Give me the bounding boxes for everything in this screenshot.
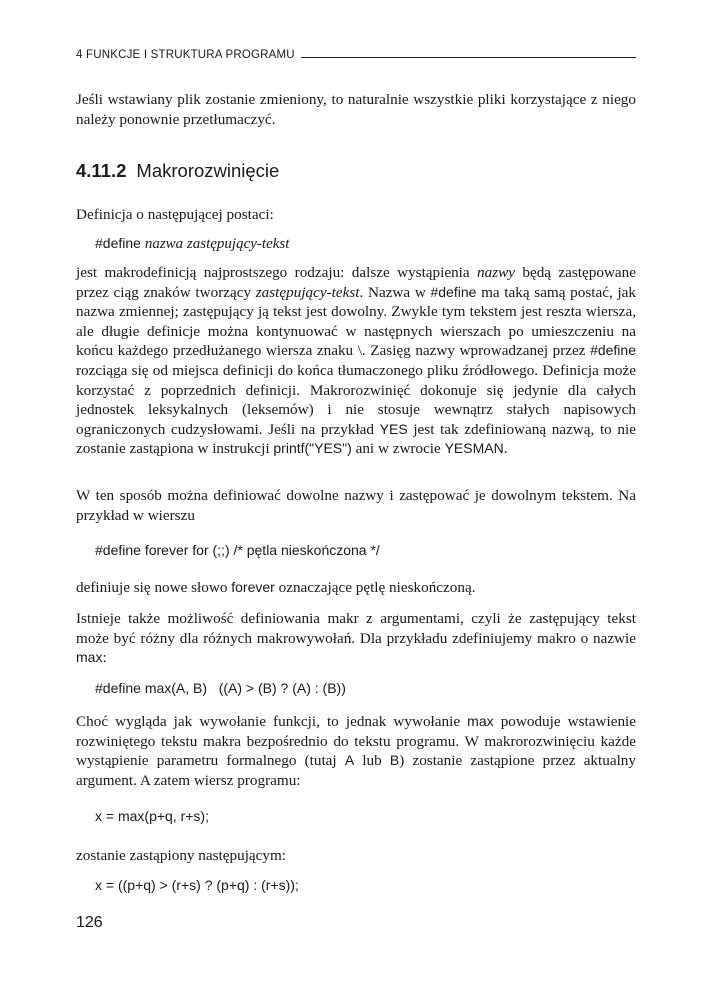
- text: :: [102, 649, 107, 667]
- paragraph-intro: Jeśli wstawiany plik zostanie zmieniony, to naturalnie wszystkie pliki korzystające z niego należy ponownie przetłumaczyć.: [76, 91, 636, 128]
- inline-code: #define: [590, 342, 636, 359]
- text: Choć wygląda jak wywołanie funkcji, to jednak wywołanie: [76, 713, 468, 730]
- text: .: [503, 440, 508, 458]
- text-italic: zastępujący-tekst: [255, 283, 360, 301]
- inline-code: max: [76, 649, 103, 666]
- text: jest tak zdefiniowaną nazwą, to nie zostanie zastąpiona w instrukcji: [76, 420, 636, 458]
- text: definiuje się nowe słowo: [76, 579, 232, 596]
- section-title: Makrorozwinięcie: [136, 160, 280, 181]
- paragraph-macro-definition: [76, 263, 636, 459]
- text: lub: [354, 752, 390, 770]
- inline-code: A: [344, 752, 355, 769]
- code-define-syntax: [95, 234, 289, 253]
- inline-code: forever: [231, 579, 275, 595]
- code-args: nazwa zastępujący-tekst: [144, 236, 290, 252]
- text: ma taką samą postać, jak nazwa zmiennej; zastępujący ją tekst jest dowolny. Zwykle tym tekstem jest reszta wiersza, ale długie definicje można kontynuować w następnych wierszach po umieszczeniu na końcu każdego przedłużanego wiersza znaku \. Zasięg nazwy wprowadzanej przez: [76, 283, 636, 360]
- text: ani w zwrocie: [351, 440, 445, 458]
- page-number: 126: [76, 914, 103, 931]
- inline-code: YES: [379, 420, 408, 437]
- inline-code: max: [467, 713, 494, 729]
- code-keyword: #define: [95, 235, 141, 251]
- running-head-text: 4 FUNKCJE I STRUKTURA PROGRAMU: [76, 49, 295, 61]
- code-max-define: #define max(A, B) ((A) > (B) ? (A) : (B)): [95, 680, 346, 696]
- paragraph-macro-arguments: [76, 609, 636, 668]
- inline-code: printf("YES"): [273, 440, 352, 457]
- text: będą zastępowane przez ciąg znaków tworzący: [76, 264, 636, 301]
- code-max-expanded: x = ((p+q) > (r+s) ? (p+q) : (r+s));: [95, 877, 299, 893]
- text-italic: nazwy: [477, 264, 515, 281]
- paragraph-forever: [76, 578, 636, 598]
- text: . Nazwa w: [359, 283, 431, 301]
- paragraph-definition-intro: Definicja o następującej postaci:: [76, 206, 274, 223]
- text: powoduje wstawienie rozwiniętego tekstu makra bezpośrednio do tekstu programu. W makrorozwinięciu każde wystąpienie parametru formalnego (tutaj: [76, 713, 637, 770]
- paragraph-replaced-with: zostanie zastąpiony następującym:: [76, 847, 287, 864]
- section-heading: [76, 160, 279, 182]
- section-number: 4.11.2: [76, 160, 127, 181]
- text: oznaczające pętlę nieskończoną.: [274, 579, 476, 596]
- running-head-rule: [301, 57, 636, 58]
- paragraph-max-expansion: [76, 712, 636, 790]
- code-max-call: x = max(p+q, r+s);: [95, 808, 209, 824]
- running-head: [76, 49, 636, 61]
- paragraph-arbitrary-names: W ten sposób można definiować dowolne nazwy i zastępować je dowolnym tekstem. Na przykład w wierszu: [76, 487, 636, 524]
- text: Istnieje także możliwość definiowania makr z argumentami, czyli że zastępujący tekst może być różny dla różnych makrowywołań. Dla przykładu zdefiniujemy makro o nazwie: [76, 610, 636, 647]
- inline-code: B: [389, 752, 400, 769]
- code-forever: #define forever for (;;) /* pętla nieskończona */: [95, 542, 380, 558]
- text: ) zostanie zastąpione przez aktualny argument. A zatem wiersz programu:: [76, 752, 636, 789]
- inline-code: #define: [430, 283, 477, 300]
- text: rozciąga się od miejsca definicji do końca tłumaczonego pliku źródłowego. Definicja może korzystać z poprzednich definicji. Makrorozwinięć dokonuje się jedynie dla całych jednostek leksykalnych (leksemów) i nie stosuje wewnątrz stałych napisowych ograniczonych cudzysłowami. Jeśli na przykład: [76, 361, 636, 438]
- inline-code: YESMAN: [444, 440, 504, 457]
- text: jest makrodefinicją najprostszego rodzaju: dalsze wystąpienia: [76, 264, 478, 281]
